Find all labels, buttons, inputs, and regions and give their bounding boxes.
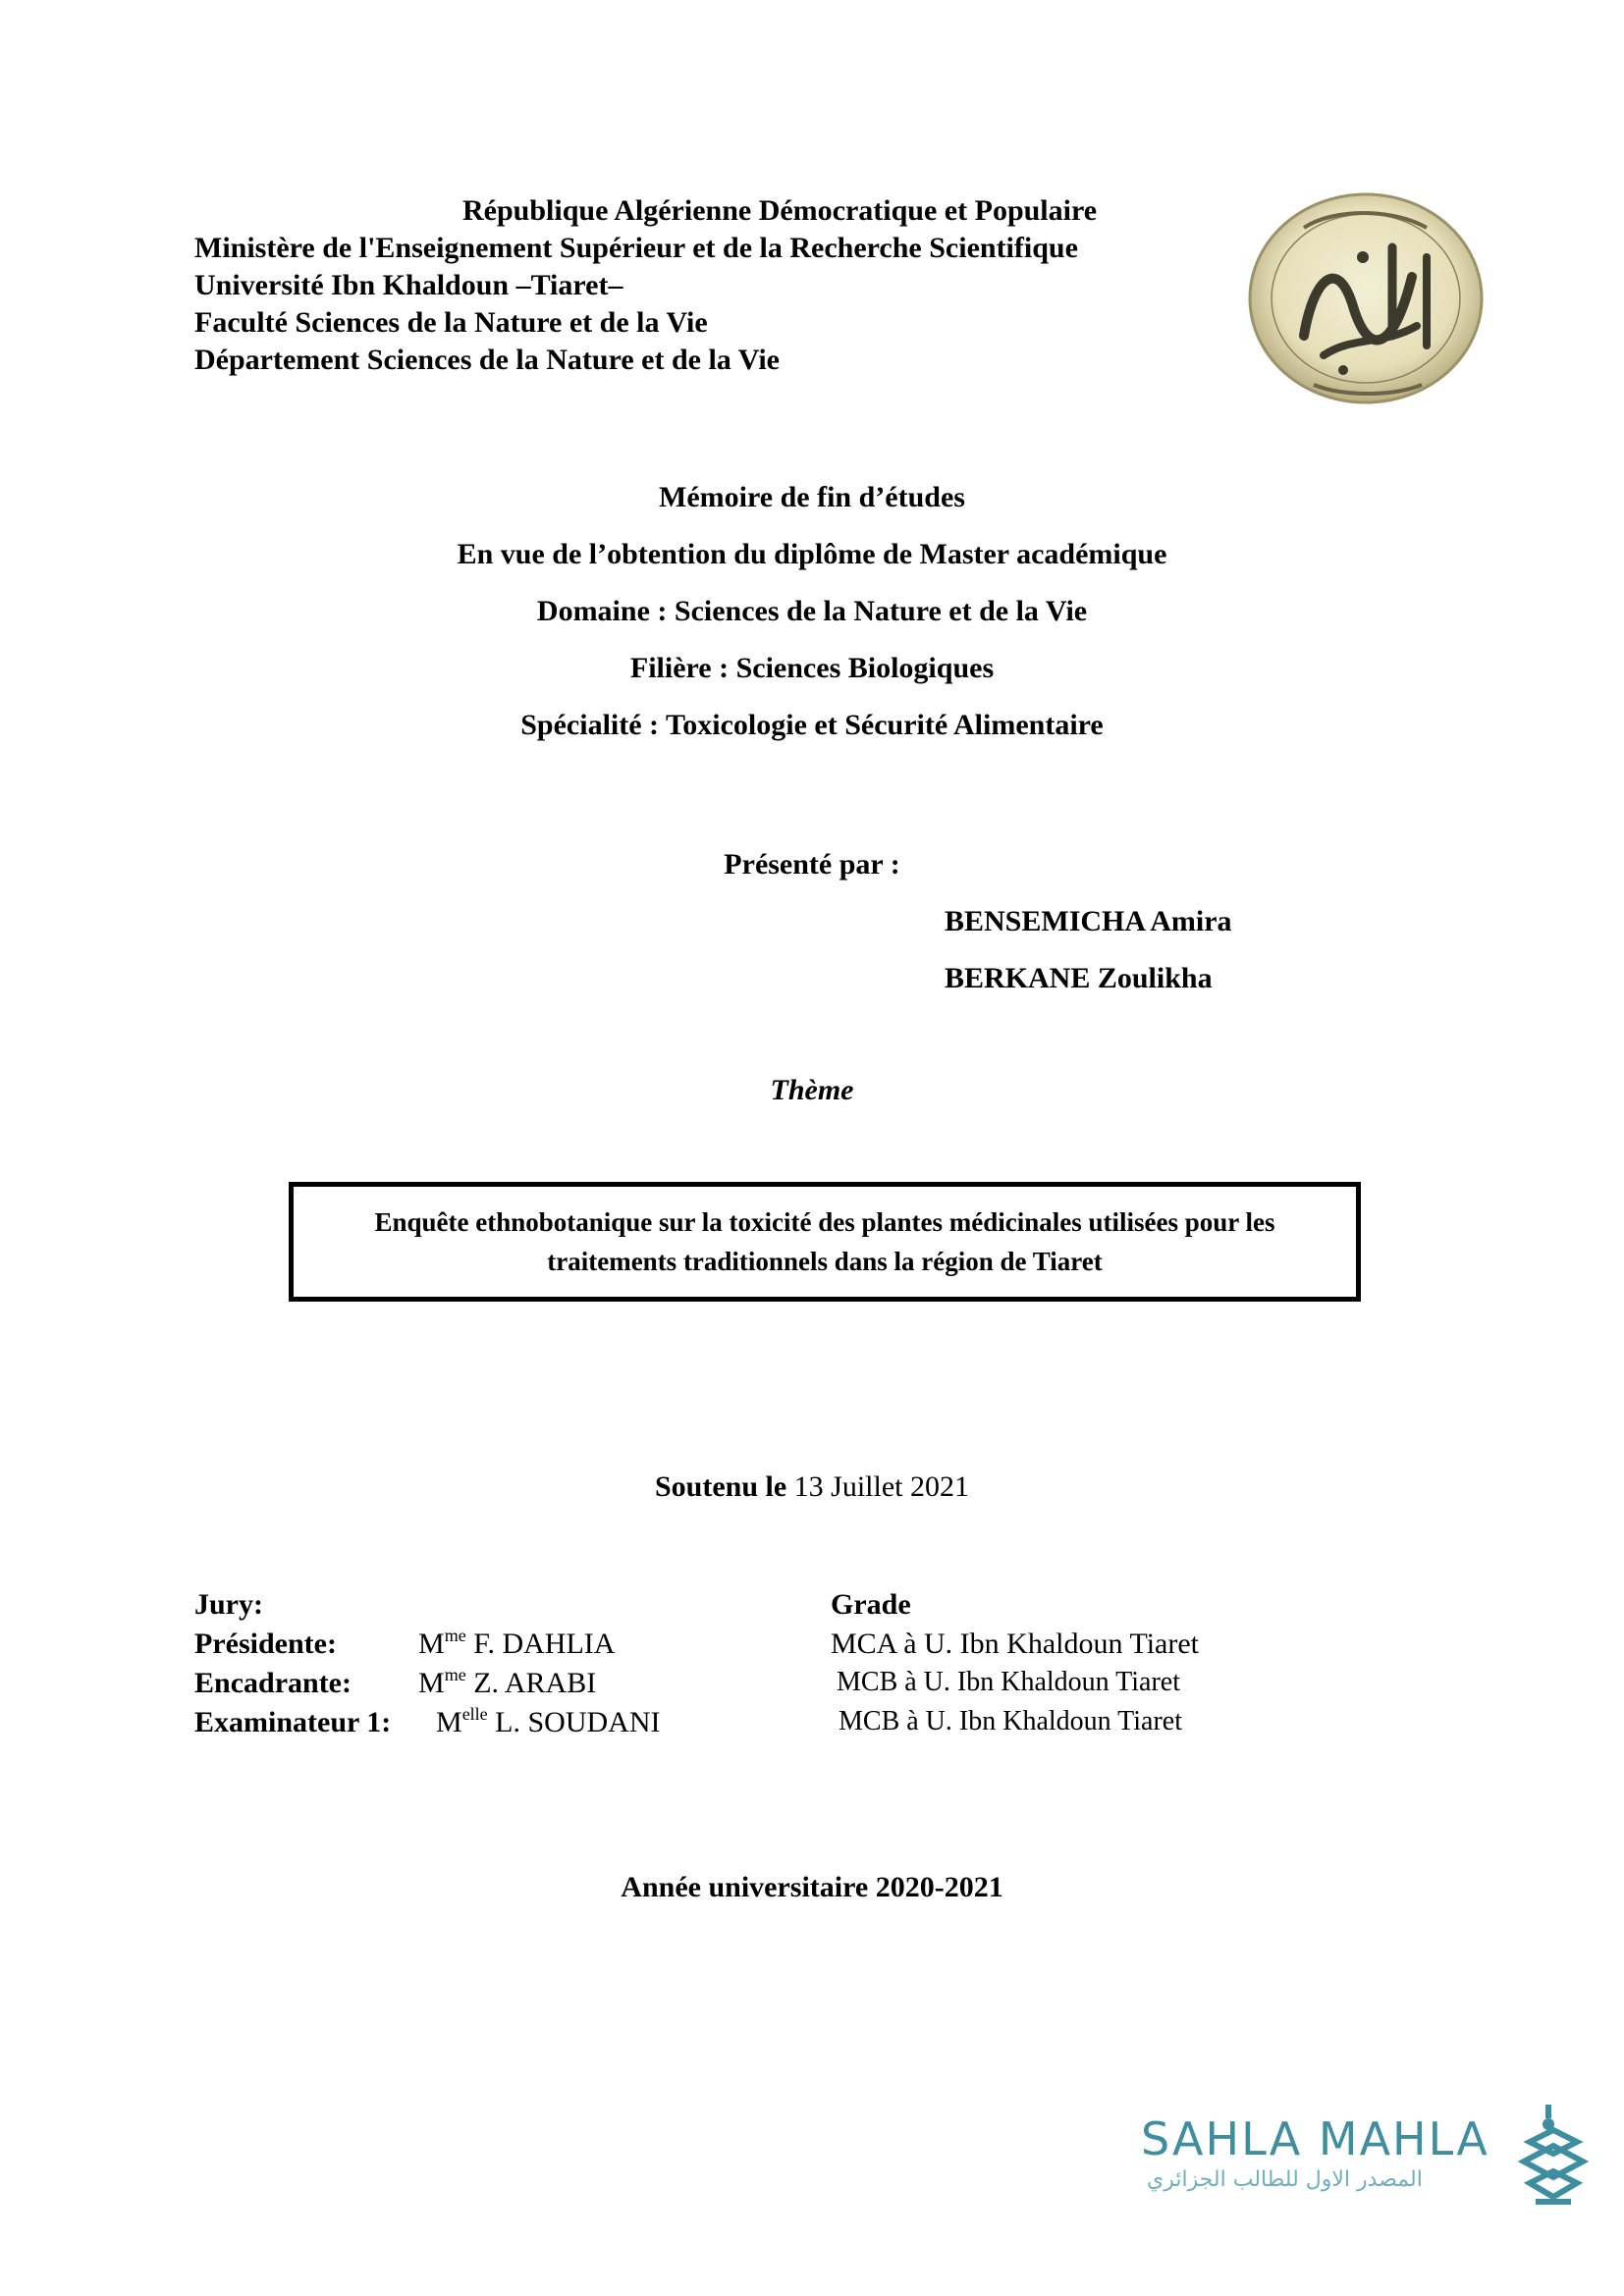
defense-date-line — [0, 1470, 1624, 1504]
theme-text: Enquête ethnobotanique sur la toxicité des plantes médicinales utilisées pour les traitements traditionnels dans la région de Tiaret — [374, 1207, 1275, 1276]
memoire-obtention: En vue de l’obtention du diplôme de Master académique — [457, 538, 1167, 570]
student-name-2: BERKANE Zoulikha — [945, 962, 1213, 994]
jury-role: Présidente: — [194, 1628, 337, 1660]
student-name-1: BENSEMICHA Amira — [945, 905, 1232, 937]
presented-by-label: Présenté par : — [724, 848, 900, 881]
university-seal-icon — [1245, 188, 1487, 408]
sahla-mahla-subtitle: المصدر الاول للطالب الجزائري — [1147, 2167, 1423, 2192]
sahla-mahla-title: SAHLA MAHLA — [1141, 2112, 1489, 2165]
jury-member-name: $M^{me}$ Z. ARABI — [418, 1665, 597, 1699]
jury-member-grade: MCB à U. Ibn Khaldoun Tiaret — [837, 1667, 1180, 1697]
academic-year: Année universitaire 2020-2021 — [621, 1871, 1003, 1903]
jury-member-name: $M^{elle}$ L. SOUDANI — [436, 1704, 661, 1738]
header-line-republique: République Algérienne Démocratique et Populaire — [462, 194, 1098, 227]
jury-member-grade: MCA à U. Ibn Khaldoun Tiaret — [831, 1628, 1199, 1660]
memoire-specialite: Spécialité : Toxicologie et Sécurité Alimentaire — [520, 709, 1104, 741]
soutenu-date: 13 Juillet 2021 — [793, 1470, 970, 1503]
theme-box — [289, 1182, 1361, 1302]
soutenu-label: Soutenu le — [654, 1470, 787, 1503]
memoire-title: Mémoire de fin d’études — [659, 481, 965, 513]
jury-member-name: $M^{me}$ F. DAHLIA — [418, 1626, 616, 1660]
header-line-departement: Département Sciences de la Nature et de la Vie — [194, 344, 780, 376]
header-line-universite: Université Ibn Khaldoun –Tiaret– — [194, 269, 623, 301]
header-line-ministere: Ministère de l'Enseignement Supérieur et de la Recherche Scientifique — [194, 232, 1078, 264]
jury-member-grade: MCB à U. Ibn Khaldoun Tiaret — [839, 1706, 1182, 1736]
header-line-faculte: Faculté Sciences de la Nature et de la Vie — [194, 306, 708, 339]
sahla-mahla-watermark — [1141, 2109, 1593, 2226]
institution-header — [194, 192, 1097, 379]
jury-role: Examinateur 1: — [194, 1706, 392, 1738]
memoire-filiere: Filière : Sciences Biologiques — [629, 652, 995, 684]
sahla-mahla-logo-icon — [1516, 2103, 1591, 2211]
memoire-block — [0, 469, 1624, 754]
jury-label: Jury: — [194, 1588, 263, 1621]
memoire-domaine: Domaine : Sciences de la Nature et de la Vie — [536, 595, 1088, 627]
grade-label: Grade — [831, 1588, 911, 1621]
theme-label: Thème — [770, 1074, 854, 1106]
jury-role: Encadrante: — [194, 1667, 352, 1699]
